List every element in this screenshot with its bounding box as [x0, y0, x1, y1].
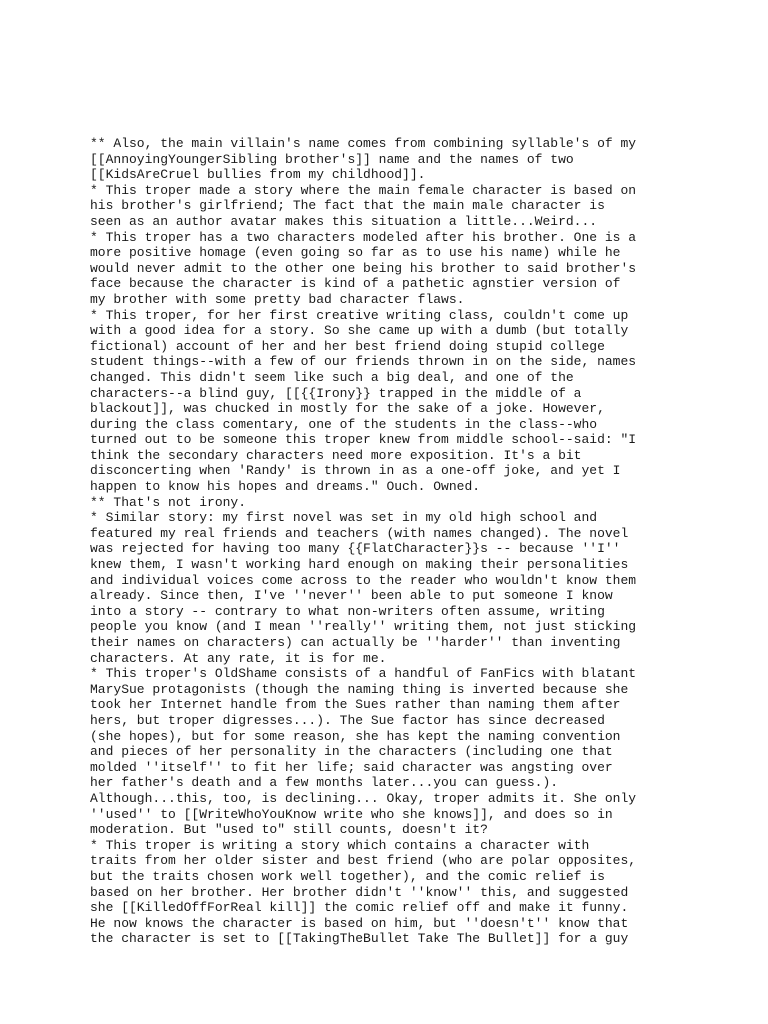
text-line: disconcerting when 'Randy' is thrown in as a one-off joke, and yet I — [90, 463, 621, 479]
text-line: turned out to be someone this troper knew from middle school--said: "I — [90, 432, 637, 448]
text-line: face because the character is kind of a pathetic agnstier version of — [90, 276, 621, 292]
text-line: knew them, I wasn't working hard enough on making their personalities — [90, 557, 629, 573]
text-line: ''used'' to [[WriteWhoYouKnow write who she knows]], and does so in — [90, 806, 613, 822]
text-line: ** That's not irony. — [90, 494, 247, 510]
text-line: MarySue protagonists (though the naming thing is inverted because she — [90, 681, 629, 697]
text-line: * This troper made a story where the main female character is based on — [90, 182, 637, 198]
text-line: changed. This didn't seem like such a big deal, and one of the — [90, 369, 574, 385]
text-line: traits from her older sister and best friend (who are polar opposites, — [90, 853, 637, 869]
text-line: [[AnnoyingYoungerSibling brother's]] name and the names of two — [90, 151, 574, 167]
text-line: she [[KilledOffForReal kill]] the comic relief off and make it funny. — [90, 900, 629, 916]
text-line: Although...this, too, is declining... Okay, troper admits it. She only — [90, 790, 637, 806]
text-line: seen as an author avatar makes this situation a little...Weird... — [90, 213, 598, 229]
document-text — [90, 136, 690, 947]
text-line: her father's death and a few months later...you can guess.). — [90, 775, 559, 791]
text-line: He now knows the character is based on him, but ''doesn't'' know that — [90, 915, 629, 931]
text-line: (she hopes), but for some reason, she has kept the naming convention — [90, 728, 621, 744]
text-line: * This troper's OldShame consists of a handful of FanFics with blatant — [90, 666, 637, 682]
text-line: [[KidsAreCruel bullies from my childhood]]. — [90, 167, 426, 183]
text-line: into a story -- contrary to what non-writers often assume, writing — [90, 603, 605, 619]
text-line: * This troper is writing a story which contains a character with — [90, 837, 590, 853]
text-line: with a good idea for a story. So she came up with a dumb (but totally — [90, 323, 629, 339]
text-line: happen to know his hopes and dreams." Ouch. Owned. — [90, 479, 481, 495]
text-line: * Similar story: my first novel was set in my old high school and — [90, 510, 598, 526]
text-line: blackout]], was chucked in mostly for the sake of a joke. However, — [90, 401, 605, 417]
text-line: during the class comentary, one of the students in the class--who — [90, 416, 598, 432]
text-line: was rejected for having too many {{FlatCharacter}}s -- because ''I'' — [90, 541, 621, 557]
text-line: more positive homage (even going so far as to use his name) while he — [90, 245, 621, 261]
text-line: the character is set to [[TakingTheBullet Take The Bullet]] for a guy — [90, 931, 629, 947]
text-line: characters--a blind guy, [[{{Irony}} trapped in the middle of a — [90, 385, 582, 401]
text-line: but the traits chosen work well together), and the comic relief is — [90, 868, 605, 884]
text-line: took her Internet handle from the Sues rather than naming them after — [90, 697, 621, 713]
text-line: would never admit to the other one being his brother to said brother's — [90, 260, 637, 276]
text-line: his brother's girlfriend; The fact that the main male character is — [90, 198, 605, 214]
text-line: hers, but troper digresses...). The Sue factor has since decreased — [90, 712, 605, 728]
text-line: my brother with some pretty bad character flaws. — [90, 291, 465, 307]
text-line: * This troper, for her first creative writing class, couldn't come up — [90, 307, 629, 323]
text-line: * This troper has a two characters modeled after his brother. One is a — [90, 229, 637, 245]
text-line: fictional) account of her and her best friend doing stupid college — [90, 338, 605, 354]
text-line: people you know (and I mean ''really'' writing them, not just sticking — [90, 619, 637, 635]
text-line: and pieces of her personality in the characters (including one that — [90, 744, 613, 760]
text-line: moderation. But "used to" still counts, doesn't it? — [90, 822, 488, 838]
text-line: their names on characters) can actually be ''harder'' than inventing — [90, 635, 621, 650]
text-line: student things--with a few of our friends thrown in on the side, names — [90, 354, 637, 370]
text-line: think the secondary characters need more exposition. It's a bit — [90, 447, 582, 463]
text-line: already. Since then, I've ''never'' been able to put someone I know — [90, 588, 613, 604]
text-line: characters. At any rate, it is for me. — [90, 650, 387, 666]
text-line: and individual voices come across to the reader who wouldn't know them — [90, 572, 637, 588]
text-line: based on her brother. Her brother didn't ''know'' this, and suggested — [90, 884, 629, 900]
text-line: featured my real friends and teachers (with names changed). The novel — [90, 525, 629, 541]
text-line: molded ''itself'' to fit her life; said character was angsting over — [90, 759, 613, 775]
text-line: ** Also, the main villain's name comes from combining syllable's of my — [90, 136, 637, 151]
